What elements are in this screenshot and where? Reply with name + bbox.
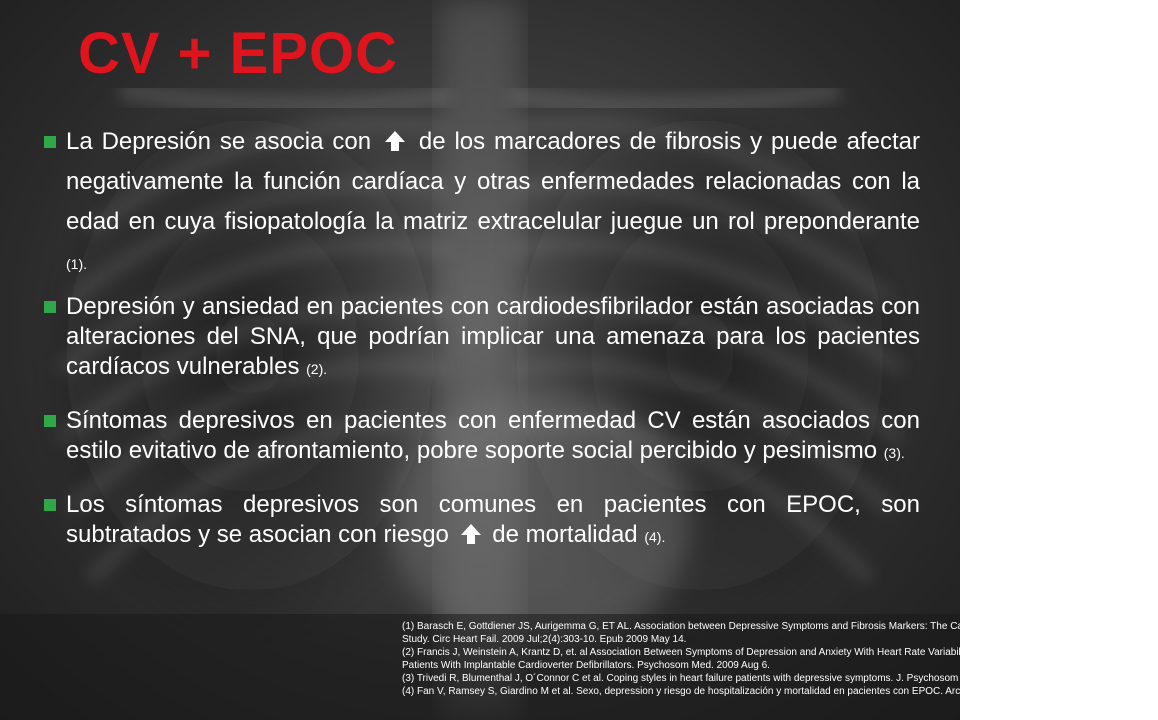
reference-line: Patients With Implantable Cardioverter Defibrillators. Psychosom Med. 2009 Aug 6. — [402, 660, 770, 671]
citation: (4). — [644, 529, 666, 545]
reference-line: (2) Francis J, Weinstein A, Krantz D, et. al Association Between Symptoms of Depression and Anxiety With Heart Rate Variability in — [402, 647, 982, 658]
bullet-item — [40, 490, 920, 552]
up-arrow-icon — [384, 130, 406, 152]
square-bullet-icon — [44, 301, 56, 313]
citation: (2). — [306, 361, 328, 377]
reference-line: Study. Circ Heart Fail. 2009 Jul;2(4):303-10. Epub 2009 May 14. — [402, 634, 687, 645]
citation: (3). — [883, 445, 905, 461]
reference-line: (1) Barasch E, Gottdiener JS, Aurigemma G, ET AL. Association between Depressive Symptoms and Fibrosis Markers: The Cardiovascular Health — [402, 621, 1049, 632]
references-list — [402, 620, 1158, 698]
citation: (1). — [66, 256, 87, 272]
up-arrow-icon — [460, 523, 482, 545]
bullet-text: Depresión y ansiedad en pacientes con cardiodesfibrilador están asociadas con alteraciones del SNA, que podrían implicar una amenaza para los pacientes cardíacos vulnerables — [66, 293, 920, 380]
bullet-item — [40, 292, 920, 384]
bullet-text: La Depresión se asocia con — [66, 128, 372, 155]
references-panel — [0, 614, 1158, 720]
bullet-item — [40, 122, 920, 284]
square-bullet-icon — [44, 136, 56, 148]
bullet-text: Los síntomas depresivos son comunes en pacientes con EPOC, son subtratados y se asocian con riesgo — [66, 491, 920, 548]
bullet-text: de los marcadores de fibrosis y puede afectar negativamente la función cardíaca y otras enfermedades relacionadas con la edad en cuya fisiopatología la matriz extracelular juegue un rol preponderante — [66, 128, 920, 235]
bullet-text: de mortalidad — [492, 521, 638, 548]
square-bullet-icon — [44, 415, 56, 427]
square-bullet-icon — [44, 499, 56, 511]
slide-title: CV + EPOC — [78, 21, 399, 86]
bullet-text: Síntomas depresivos en pacientes con enfermedad CV están asociados con estilo evitativo de afrontamiento, pobre soporte social percibido y pesimismo — [66, 407, 920, 464]
reference-line: (4) Fan V, Ramsey S, Giardino M et al. Sexo, depression y riesgo de hospitalización y mortalidad en pacientes con EPOC. Arch Intern Med. 2007 Nov 26;167(21):2345-53. — [402, 686, 1158, 697]
reference-line: (3) Trivedi R, Blumenthal J, O´Connor C et al. Coping styles in heart failure patients with depressive symptoms. J. Psychosom Res. 2009 Oct;67(4):339-46 — [402, 673, 1086, 684]
bullet-item — [40, 406, 920, 468]
bullet-list — [40, 122, 920, 552]
